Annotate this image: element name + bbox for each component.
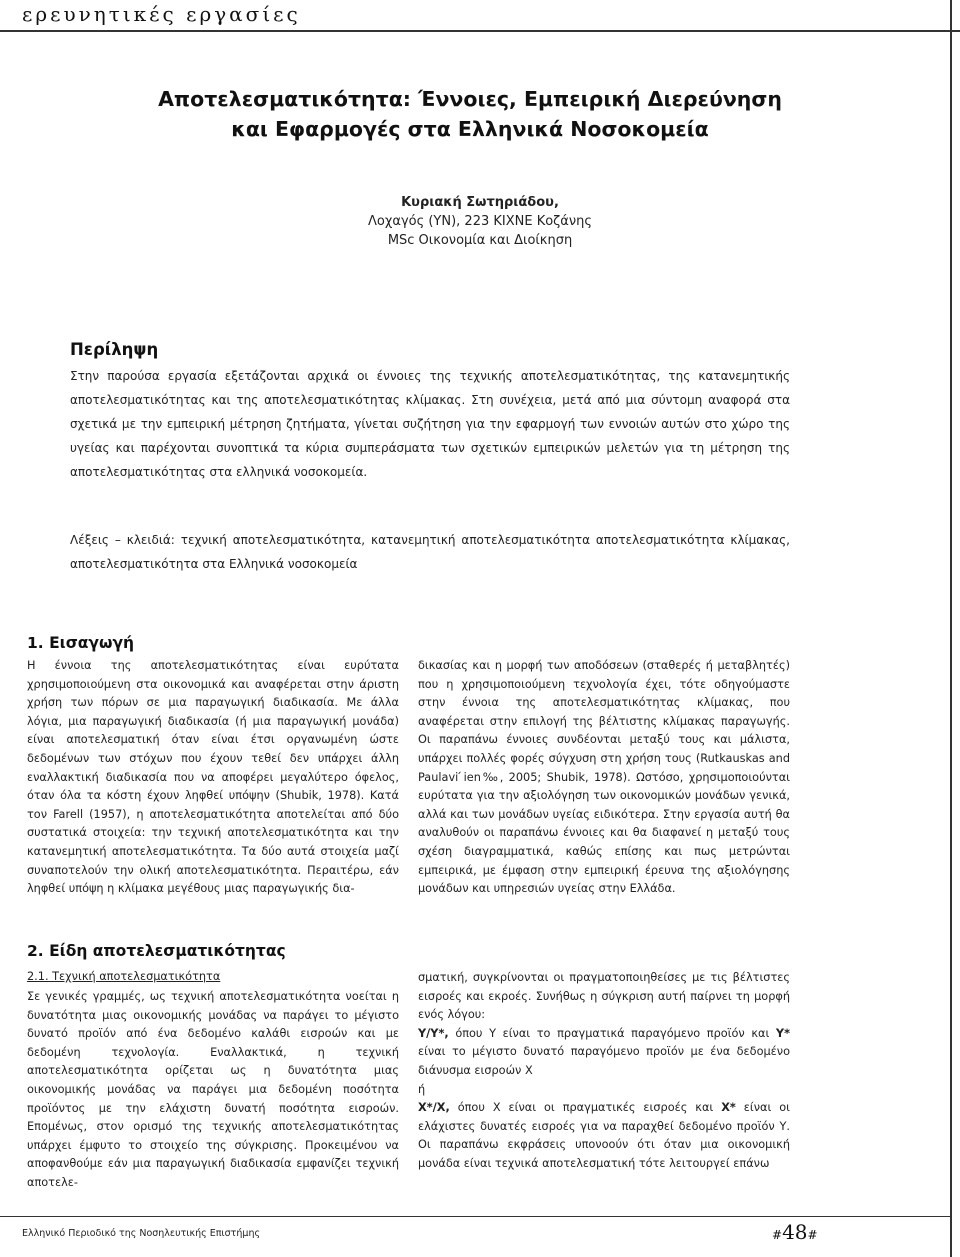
section-2-right-column (418, 969, 790, 1174)
subsection-title: 2.1. Τεχνική αποτελεσματικότητα (27, 970, 221, 983)
footer-journal-name: Ελληνικό Περιοδικό της Νοσηλευτικής Επιστήμης (22, 1228, 261, 1239)
ratio-input: Χ*/Χ, (418, 1101, 450, 1115)
ratio-input-text: όπου Χ είναι οι πραγματικές εισροές και (457, 1101, 714, 1115)
page-hash-right: # (807, 1228, 818, 1242)
author-affiliation-1: Λοχαγός (ΥΝ), 223 ΚΙΧΝΕ Κοζάνης (368, 214, 592, 229)
page-hash-left: # (772, 1228, 783, 1242)
section-1-left-column: Η έννοια της αποτελεσματικότητας είναι ευρύτατα χρησιμοποιούμενη στα οικονομικά και αναφέρεται στην άριστη χρήση των πόρων σε μια παραγωγική διαδικασία. Με άλλα λόγια, μια παραγωγική διαδικασία (ή μια παραγωγική μονάδα) είναι αποτελεσματική όταν είναι έτσι οργανωμένη ώστε δεδομένων των στόχων που έχουν τεθεί δεν υπάρχει άλλη εναλλακτική διαδικασία που να αποφέρει μεγαλύτερο όφελος, όταν όλα τα κόστη έχουν ληφθεί υπόψην (Shubik, 1978). Κατά τον Farell (1957), η αποτελεσματικότητα αποτελείται από δύο συστατικά στοιχεία: την τεχνική αποτελεσματικότητα και την κατανεμητική αποτελεσματικότητα. Τα δύο αυτά στοιχεία μαζί συναποτελούν την ολική αποτελεσματικότητα. Περαιτέρω, εάν ληφθεί υπόψη η κλίμακα μεγέθους μιας παραγωγικής δια- (27, 659, 399, 896)
ratio-input-min: Χ* (721, 1101, 736, 1115)
ratio-output-definition (418, 1025, 790, 1081)
abstract-heading: Περίληψη (70, 340, 159, 359)
keywords (70, 528, 790, 576)
bottom-rule (0, 1216, 952, 1217)
top-rule (0, 30, 960, 32)
ratio-output-max: Υ* (775, 1026, 790, 1040)
abstract-text: Στην παρούσα εργασία εξετάζονται αρχικά οι έννοιες της τεχνικής αποτελεσματικότητας, της κατανεμητικής αποτελεσματικότητας και της αποτελεσματικότητας κλίμακας. Στη συνέχεια, μετά από μια σύντομη αναφορά στα σχετικά με την εμπειρική μέτρηση ζητήματα, γίνεται συζήτηση για την εφαρμογή των εννοιών αυτών στο χώρο της υγείας και παρέχονται συνοπτικά τα κύρια συμπεράσματα των σχετικών εμπειρικών μελετών για τη μέτρηση της αποτελεσματικότητας στα ελληνικά νοσοκομεία. (70, 369, 790, 479)
ratio-input-text-2: είναι οι ελάχιστες δυνατές εισροές για να παραχθεί δεδομένο προϊόν Υ. Οι παραπάνω εκφράσεις υπονοούν ότι όταν μια οικονομική μονάδα είναι τεχνικά αποτελεσματική τότε λειτουργεί επάνω (418, 1101, 791, 1170)
ratio-intro: σματική, συγκρίνονται οι πραγματοποιηθείσες με τις βέλτιστες εισροές και εκροές. Συνήθως η σύγκριση αυτή παίρνει τη μορφή ενός λόγου: (418, 971, 790, 1022)
author-block (180, 193, 780, 250)
ratio-output-text: όπου Υ είναι το πραγματικά παραγόμενο προϊόν και (455, 1026, 770, 1040)
section-1-heading: 1. Εισαγωγή (27, 634, 135, 652)
title-line-1: Αποτελεσματικότητα: Έννοιες, Εμπειρική Διερεύνηση (158, 87, 782, 111)
article-title (60, 84, 880, 144)
author-affiliation-2: MSc Οικονομία και Διοίκηση (387, 233, 573, 248)
keywords-text: τεχνική αποτελεσματικότητα, κατανεμητική αποτελεσματικότητα αποτελεσματικότητα κλίμακας, αποτελεσματικότητα στα Ελληνικά νοσοκομεία (70, 533, 790, 571)
ratio-output-text-2: είναι το μέγιστο δυνατό παραγόμενο προϊόν με ένα δεδομένο διάνυσμα εισροών Χ (418, 1045, 790, 1077)
title-line-2: και Εφαρμογές στα Ελληνικά Νοσοκομεία (231, 117, 709, 141)
page-number: 48 (782, 1220, 808, 1244)
author-name: Κυριακή Σωτηριάδου, (401, 195, 559, 210)
section-1-right-column: δικασίας και η μορφή των αποδόσεων (σταθερές ή μεταβλητές) που η χρησιμοποιούμενη τεχνολογία έχει, τότε οδηγούμαστε στην έννοια της αποτελεσματικότητας κλίμακας, που αναφέρεται στην επιλογή της βέλτιστης κλίμακας παραγωγής. Οι παραπάνω έννοιες συνδέονται μεταξύ τους και μάλιστα, υπάρχει πολλές φορές σύγχυση στη χρήση τους (Rutkauskas and Paulavi ́ien‰, 2005; Shubik, 1978). Ωστόσο, χρησιμοποιούνται ευρύτατα για την αξιολόγηση των οικονομικών μονάδων γενικά, αλλά και των μονάδων υγείας ειδικότερα. Στην εργασία αυτή θα αναλυθούν οι παραπάνω έννοιες και θα διαφανεί η μεταξύ τους σχέση διαγραμματικά, καθώς επίσης και πως μετρώνται εμπειρικά, με έμφαση στην εμπειρική έρευνα της αξιολόγησης μονάδων και υπηρεσιών υγείας στην Ελλάδα. (418, 659, 790, 896)
section-2-1-subheading (27, 968, 399, 987)
page-number-block (772, 1220, 818, 1244)
right-rule (950, 0, 952, 1257)
section-2-heading: 2. Είδη αποτελεσματικότητας (27, 942, 286, 960)
ratio-output: Υ/Υ*, (418, 1026, 449, 1040)
ratio-or: ή (418, 1082, 426, 1096)
running-head: ερευνητικές εργασίες (22, 2, 301, 26)
section-2-left-column: Σε γενικές γραμμές, ως τεχνική αποτελεσματικότητα νοείται η δυνατότητα μιας οικονομικής μονάδας να παράγει το μέγιστο δυνατό προϊόν από ένα δεδομένο καλάθι εισροών και με δεδομένη τεχνολογία. Εναλλακτικά, η τεχνική αποτελεσματικότητα ορίζεται ως η δυνατότητα μιας οικονομικής μονάδας να παράγει μια δεδομένη ποσότητα προϊόντος με την ελάχιστη δυνατή ποσότητα εισροών. Επομένως, στον ορισμό της τεχνικής αποτελεσματικότητας υπάρχει έμφυτο το στοιχείο της σύγκρισης. Προκειμένου να αποφανθούμε εάν μια παραγωγική διαδικασία εμφανίζει τεχνική αποτελε- (27, 990, 399, 1189)
keywords-label: Λέξεις – κλειδιά: (70, 533, 175, 547)
ratio-input-definition (418, 1099, 790, 1173)
